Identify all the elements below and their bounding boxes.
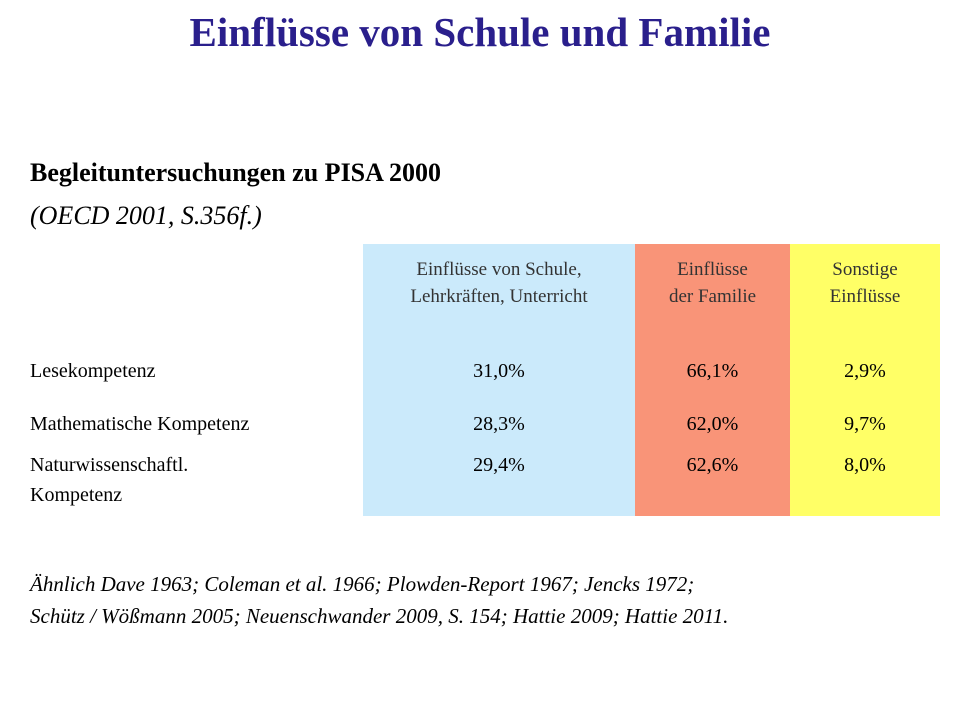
column-header-line: Einflüsse (829, 286, 901, 307)
cell-science-other: 8,0% (844, 454, 886, 476)
row-label-line: Naturwissenschaftl. (30, 454, 189, 476)
row-label-line: Kompetenz (30, 484, 123, 506)
study-subtitle: Begleituntersuchungen zu PISA 2000 (30, 158, 441, 187)
cell-science-family: 62,6% (686, 454, 739, 476)
column-header-family (635, 256, 790, 310)
row-label-math (30, 409, 249, 439)
footnote-line: Schütz / Wößmann 2005; Neuenschwander 2009, S. 154; Hattie 2009; Hattie 2011. (30, 604, 729, 628)
cell-reading-other: 2,9% (844, 360, 886, 382)
row-label-line: Mathematische Kompetenz (30, 413, 250, 435)
cell-reading-school: 31,0% (473, 360, 525, 382)
row-label-line: Lesekompetenz (30, 360, 156, 382)
cell-reading-family: 66,1% (686, 360, 739, 382)
cell-math-other: 9,7% (844, 413, 886, 435)
cell-science-school: 29,4% (473, 454, 525, 476)
column-header-school (363, 256, 635, 310)
footnote-line: Ähnlich Dave 1963; Coleman et al. 1966; Plowden-Report 1967; Jencks 1972; (30, 572, 695, 596)
study-source: (OECD 2001, S.356f.) (30, 201, 262, 230)
column-header-line: Lehrkräften, Unterricht (410, 286, 588, 307)
column-header-line: Einflüsse von Schule, (416, 259, 582, 280)
column-header-line: der Familie (668, 286, 757, 307)
row-label-reading (30, 356, 156, 386)
row-label-science (30, 450, 188, 510)
cell-math-school: 28,3% (473, 413, 525, 435)
cell-math-family: 62,0% (686, 413, 739, 435)
column-header-other (790, 256, 940, 310)
references-footnote (30, 568, 728, 632)
column-header-line: Einflüsse (677, 259, 748, 280)
column-header-line: Sonstige (832, 259, 898, 280)
slide-title: Einflüsse von Schule und Familie (189, 9, 771, 55)
